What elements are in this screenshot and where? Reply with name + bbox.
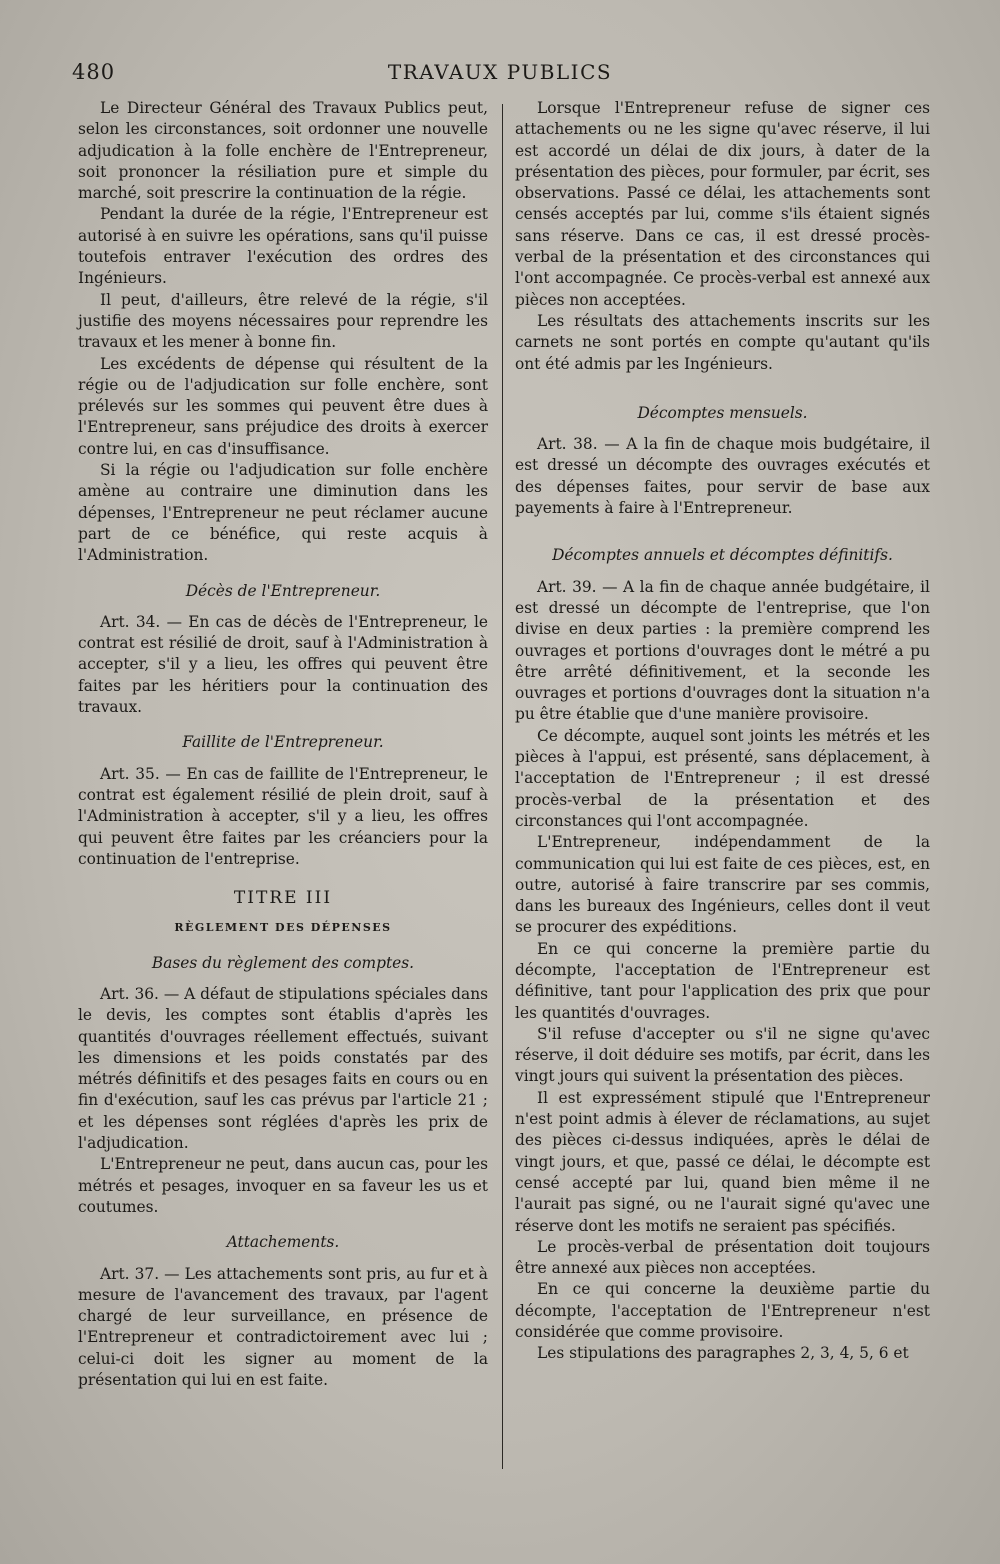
- paragraph: Il est expressément stipulé que l'Entrepreneur n'est point admis à élever de réclamations, au sujet des pièces ci-dessus indiquées, après le délai de vingt jours, et que, passé ce délai, le décompte est censé accepté par lui, quand bien même il ne l'aurait pas signé, ou ne l'aurait signé qu'avec une réserve dont les motifs ne seraient pas spécifiés.: [515, 1088, 930, 1235]
- page-header: [0, 58, 1000, 92]
- section-heading-attachements: Attachements.: [226, 1233, 340, 1252]
- section-heading-bases: Bases du règlement des comptes.: [151, 953, 415, 972]
- paragraph: Les excédents de dépense qui résultent de la régie ou de l'adjudication sur folle enchère, sont prélevés sur les sommes qui peuvent être dues à l'Entrepreneur, sans préjudice des droits à exercer contre lui, en cas d'insuffisance.: [78, 354, 488, 458]
- section-heading-deces: Décès de l'Entrepreneur.: [185, 581, 381, 600]
- article-39: Art. 39. — A la fin de chaque année budgétaire, il est dressé un décompte de l'entreprise, que l'on divise en deux parties : la première comprend les ouvrages et portions d'ouvrages dont le métré a pu être arrêté définitivement, et la seconde les ouvrages et portions d'ouvrages dont la situation n'a pu être établie que d'une manière provisoire.: [515, 577, 930, 724]
- article-34: Art. 34. — En cas de décès de l'Entrepreneur, le contrat est résilié de droit, sauf à l'Administration à accepter, s'il y a lieu, les offres qui peuvent être faites par les héritiers pour la continuation des travaux.: [78, 612, 488, 717]
- paragraph: L'Entrepreneur ne peut, dans aucun cas, pour les métrés et pesages, invoquer en sa faveur les us et coutumes.: [78, 1155, 488, 1216]
- paragraph: Lorsque l'Entrepreneur refuse de signer ces attachements ou ne les signe qu'avec réserve, il lui est accordé un délai de dix jours, à dater de la présentation des pièces, pour formuler, par écrit, ses observations. Passé ce délai, les attachements sont censés acceptés par lui, comme s'ils étaient signés sans réserve. Dans ce cas, il est dressé procès-verbal de la présentation et des circonstances qui l'ont accompagnée. Ce procès-verbal est annexé aux pièces non acceptées.: [515, 99, 930, 309]
- paragraph: En ce qui concerne la première partie du décompte, l'acceptation de l'Entrepreneur est définitive, tant pour l'application des prix que pour les quantités d'ouvrages.: [515, 939, 930, 1022]
- paragraph: Les résultats des attachements inscrits sur les carnets ne sont portés en compte qu'autant qu'ils ont été admis par les Ingénieurs.: [515, 311, 930, 373]
- paragraph: Le procès-verbal de présentation doit toujours être annexé aux pièces non acceptées.: [515, 1237, 930, 1278]
- section-heading-annuels: Décomptes annuels et décomptes définitifs.: [552, 546, 893, 565]
- section-heading-faillite: Faillite de l'Entrepreneur.: [182, 733, 384, 752]
- article-36: Art. 36. — A défaut de stipulations spéciales dans le devis, les comptes sont établis d'après les quantités d'ouvrages réellement effectués, suivant les dimensions et les poids constatés par des métrés définitifs et des pesages faits en cours ou en fin d'exécution, sauf les cas prévus par l'article 21 ; et les dépenses sont réglées d'après les prix de l'adjudication.: [78, 984, 488, 1153]
- running-title: TRAVAUX PUBLICS: [387, 60, 613, 84]
- paragraph: Pendant la durée de la régie, l'Entrepreneur est autorisé à en suivre les opérations, sans qu'il puisse toutefois entraver l'exécution des ordres des Ingénieurs.: [78, 205, 488, 288]
- column-divider: [502, 104, 503, 1469]
- paragraph: Si la régie ou l'adjudication sur folle enchère amène au contraire une diminution dans les dépenses, l'Entrepreneur ne peut réclamer aucune part de ce bénéfice, qui reste acquis à l'Administration.: [78, 461, 488, 565]
- page-number: 480: [72, 60, 116, 84]
- right-column: [515, 98, 930, 1365]
- title-heading: TITRE III: [233, 888, 333, 909]
- title-subheading: RÈGLEMENT DES DÉPENSES: [174, 921, 392, 935]
- paragraph: Ce décompte, auquel sont joints les métrés et les pièces à l'appui, est présenté, sans déplacement, à l'acceptation de l'Entrepreneur ; il est dressé procès-verbal de la présentation et des circonstances qui l'ont accompagnée.: [515, 726, 930, 830]
- paragraph: En ce qui concerne la deuxième partie du décompte, l'acceptation de l'Entrepreneur n'est considérée que comme provisoire.: [515, 1280, 930, 1342]
- left-column: [78, 98, 488, 1391]
- article-38: Art. 38. — A la fin de chaque mois budgétaire, il est dressé un décompte des ouvrages exécutés et des dépenses faites, pour servir de base aux payements à faire à l'Entrepreneur.: [515, 435, 930, 518]
- paragraph: Les stipulations des paragraphes 2, 3, 4, 5, 6 et: [537, 1344, 909, 1363]
- paragraph: L'Entrepreneur, indépendamment de la communication qui lui est faite de ces pièces, est, en outre, autorisé à faire transcrire par ses commis, dans les bureaux des Ingénieurs, celles dont il veut se procurer des expéditions.: [515, 833, 930, 937]
- section-heading-mensuels: Décomptes mensuels.: [637, 403, 808, 422]
- paragraph: S'il refuse d'accepter ou s'il ne signe qu'avec réserve, il doit déduire ses motifs, par écrit, dans les vingt jours qui suivent la présentation des pièces.: [515, 1024, 930, 1086]
- article-37: Art. 37. — Les attachements sont pris, au fur et à mesure de l'avancement des travaux, par l'agent chargé de leur surveillance, en présence de l'Entrepreneur et contradictoirement avec lui ; celui-ci doit les signer au moment de la présentation qui lui en est faite.: [78, 1264, 488, 1390]
- paragraph: Il peut, d'ailleurs, être relevé de la régie, s'il justifie des moyens nécessaires pour reprendre les travaux et les mener à bonne fin.: [78, 290, 488, 352]
- paragraph: Le Directeur Général des Travaux Publics peut, selon les circonstances, soit ordonner une nouvelle adjudication à la folle enchère de l'Entrepreneur, soit prononcer la résiliation pure et simple du marché, soit prescrire la continuation de la régie.: [78, 99, 488, 203]
- article-35: Art. 35. — En cas de faillite de l'Entrepreneur, le contrat est également résilié de plein droit, sauf à l'Administration à accepter, s'il y a lieu, les offres qui peuvent être faites par les créanciers pour la continuation de l'entreprise.: [78, 764, 488, 868]
